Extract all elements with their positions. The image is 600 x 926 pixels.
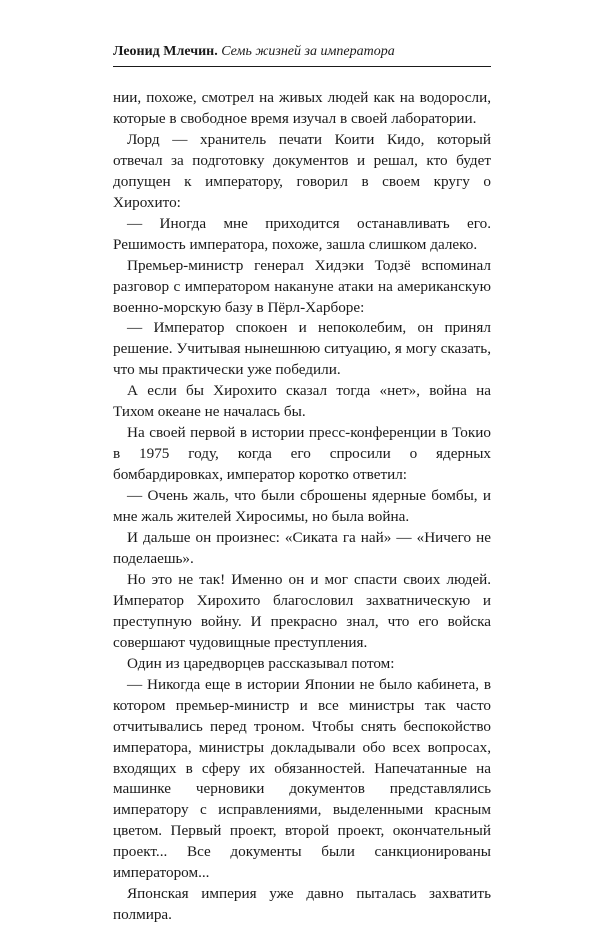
running-head bbox=[113, 42, 491, 62]
paragraph: Один из царедворцев рассказывал потом: bbox=[127, 654, 395, 672]
header-rule bbox=[113, 66, 491, 67]
header-book-title: Семь жизней за императора bbox=[221, 44, 395, 59]
paragraph: нии, похоже, смотрел на живых людей как на водоросли, которые в свободное время изучал в своей лаборатории. bbox=[113, 89, 491, 127]
paragraph: На своей первой в истории пресс-конференции в Токио в 1975 году, когда его спросили о ядерных бомбардировках, император коротко ответил: bbox=[113, 424, 491, 484]
paragraph: Но это не так! Именно он и мог спасти своих людей. Император Хирохито благословил захватническую и преступную войну. И прекрасно знал, что его войска совершают чудовищные преступления. bbox=[113, 570, 491, 651]
header-author: Леонид Млечин. bbox=[113, 44, 218, 59]
paragraph: — Император спокоен и непоколебим, он принял решение. Учитывая нынешнюю ситуацию, я могу сказать, что мы практически уже победили. bbox=[113, 319, 491, 379]
paragraph: И дальше он произнес: «Сиката га най» — «Ничего не поделаешь». bbox=[113, 529, 491, 567]
paragraph: — Иногда мне приходится останавливать его. Решимость императора, похоже, зашла слишком далеко. bbox=[113, 214, 491, 253]
paragraph: Японская империя уже давно пыталась захватить полмира. bbox=[113, 885, 491, 924]
paragraph: — Очень жаль, что были сброшены ядерные бомбы, и мне жаль жителей Хиросимы, но была война. bbox=[113, 487, 491, 526]
body-text bbox=[113, 88, 491, 926]
paragraph: Лорд — хранитель печати Коити Кидо, который отвечал за подготовку документов и решал, кто будет допущен к императору, говорил в своем кругу о Хирохито: bbox=[113, 130, 491, 211]
paragraph: Премьер-министр генерал Хидэки Тодзё вспоминал разговор с императором накануне атаки на американскую военно-морскую базу в Пёрл-Харборе: bbox=[113, 256, 491, 316]
paragraph: — Никогда еще в истории Японии не было кабинета, в котором премьер-министр и все министры так часто отчитывались перед троном. Чтобы снять беспокойство императора, министры докладывали обо всех вопросах, входящих в сферу их обязанностей. Напечатанные на машинке черновики документов представлялись императору с исправлениями, выделенными красным цветом. Первый проект, второй проект, окончательный проект... Все документы были санкционированы императором... bbox=[113, 675, 491, 882]
paragraph: А если бы Хирохито сказал тогда «нет», война на Тихом океане не началась бы. bbox=[113, 382, 491, 421]
